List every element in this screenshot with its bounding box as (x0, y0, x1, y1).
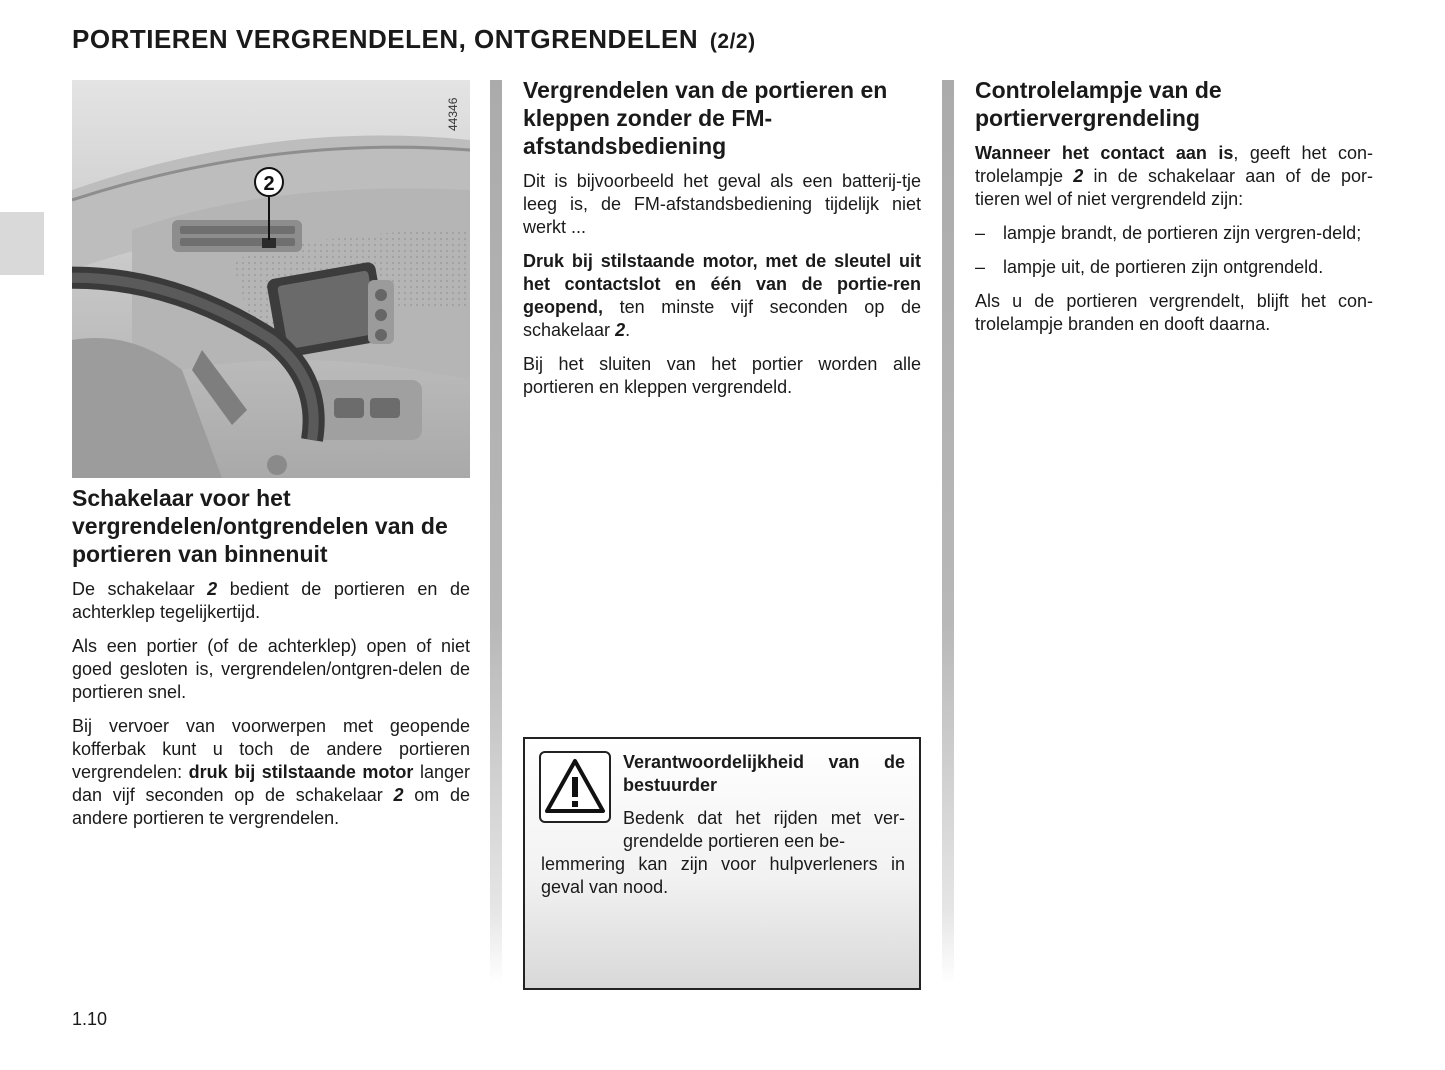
warning-triangle-icon (539, 751, 611, 823)
page-title (72, 24, 756, 55)
paragraph-open-trunk: Bij vervoer van voorwerpen met geopende kofferbak kunt u toch de andere portieren vergrendelen: druk bij stilstaande motor langer dan vijf seconden op de schakelaar 2 om de andere portieren te vergrendelen. (72, 716, 470, 828)
column-divider-2 (942, 80, 954, 984)
section-heading-switch: Schakelaar voor het vergrendelen/ontgrendelen van de portieren van binnenuit (72, 485, 448, 567)
figure-callout: 2 (263, 173, 275, 195)
paragraph-switch-function: De schakelaar 2 bedient de portieren en de achterklep tegelijkertijd. (72, 579, 470, 622)
list-item: – lampje uit, de portieren zijn ontgrendeld. (975, 256, 1373, 279)
section-heading-no-remote: Vergrendelen van de portieren en kleppen zonder de FM-afstandsbediening (523, 77, 888, 159)
warning-title: Verantwoordelijkheid van de bestuurder (623, 752, 905, 795)
section-heading-indicator: Controlelampje van de portiervergrendeling (975, 77, 1222, 131)
paragraph-battery-example: Dit is bijvoorbeeld het geval als een batterij-tje leeg is, de FM-afstandsbediening tijdelijk niet werkt ... (523, 171, 921, 237)
indicator-states-list (975, 222, 1373, 279)
warning-text: Bedenk dat het rijden met ver-grendelde portieren een be- (623, 808, 905, 851)
list-item: – lampje brandt, de portieren zijn vergren-deld; (975, 222, 1373, 245)
page-title-text: PORTIEREN VERGRENDELEN, ONTGRENDELEN (72, 24, 699, 54)
column-2 (523, 76, 921, 410)
page-number: 1.10 (72, 1009, 108, 1029)
paragraph-door-open: Als een portier (of de achterklep) open of niet goed gesloten is, vergrendelen/ontgren-delen de portieren snel. (72, 636, 470, 702)
page-title-suffix: (2/2) (709, 30, 756, 53)
warning-box (523, 737, 921, 990)
column-1 (72, 76, 470, 841)
dashboard-illustration (72, 80, 470, 478)
dashboard-drawing (72, 80, 470, 478)
paragraph-indicator-intro: Wanneer het contact aan is, geeft het con-trolelampje 2 in de schakelaar aan of de por-tieren wel of niet vergrendeld zijn: (975, 143, 1373, 209)
figure-number: 44346 (446, 97, 460, 131)
column-divider-1 (490, 80, 502, 984)
chapter-tab (0, 212, 44, 275)
paragraph-close-door: Bij het sluiten van het portier worden alle portieren en kleppen vergrendeld. (523, 354, 921, 397)
warning-text-continued: lemmering kan zijn voor hulpverleners in geval van nood. (541, 854, 905, 897)
column-3 (975, 76, 1373, 347)
paragraph-press-switch: Druk bij stilstaande motor, met de sleutel uit het contactslot en één van de portie-ren geopend, ten minste vijf seconden op de schakelaar 2. (523, 251, 921, 340)
paragraph-indicator-off: Als u de portieren vergrendelt, blijft het con-trolelampje branden en dooft daarna. (975, 291, 1373, 334)
